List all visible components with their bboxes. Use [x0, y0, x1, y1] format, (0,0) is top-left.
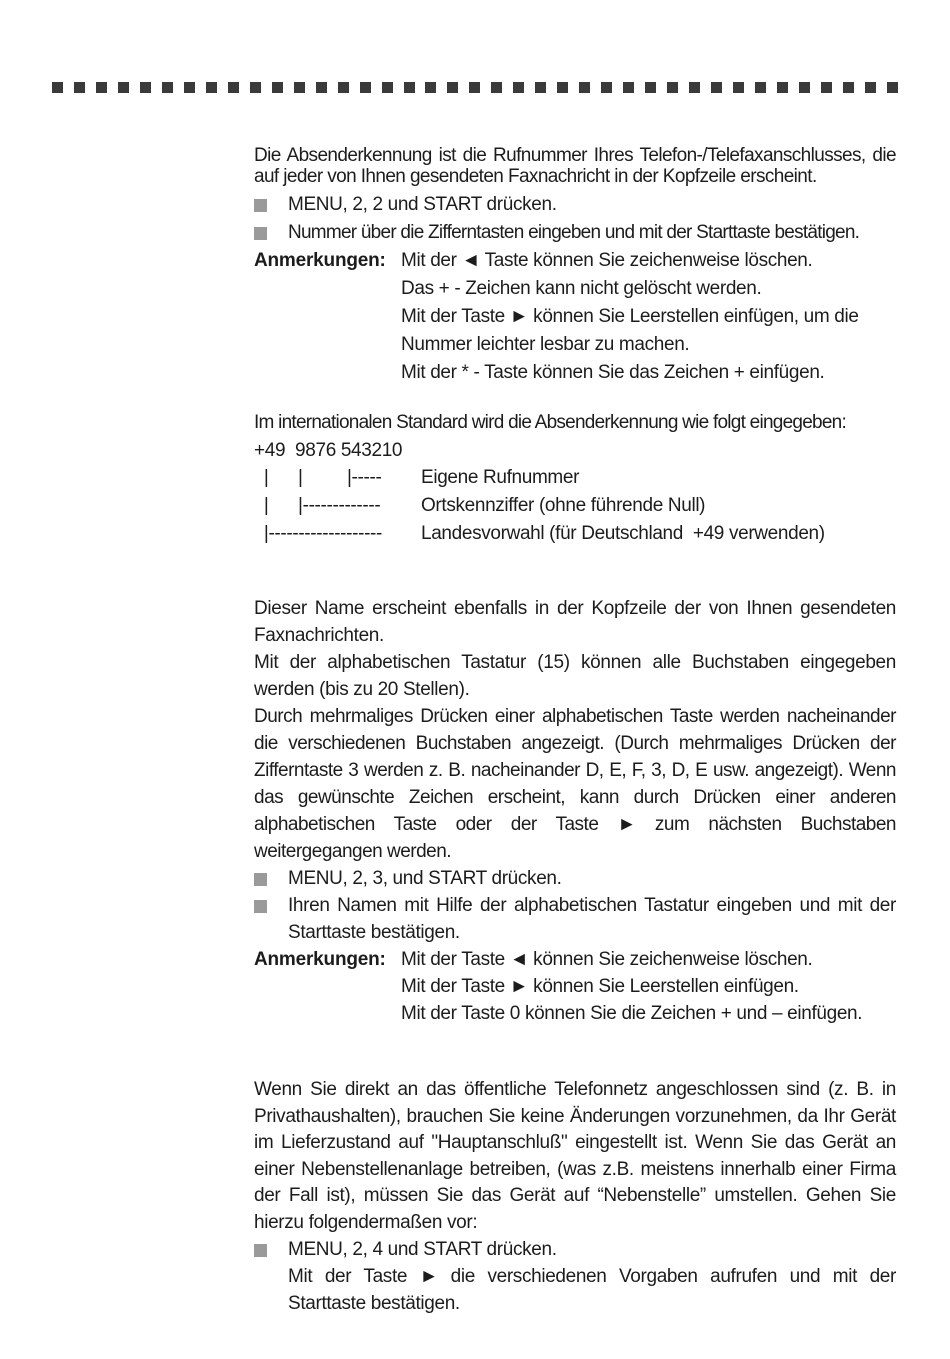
dash-square [118, 82, 129, 93]
section3-paragraph: Mit der alphabetischen Tastatur (15) können alle Buchstaben eingegeben werden (bis zu 20 Stellen). [254, 652, 896, 700]
example-number: +49 9876 543210 [254, 440, 403, 461]
note-line: Mit der Taste 0 können Sie die Zeichen + und – einfügen. [401, 1003, 863, 1024]
legend-connector: |------------------- [254, 523, 383, 544]
dash-square [711, 82, 722, 93]
dash-square [865, 82, 876, 93]
dash-square [469, 82, 480, 93]
list-item: Ihren Namen mit Hilfe der alphabetischen Tastatur eingeben und mit der Starttaste bestätigen. [254, 892, 896, 946]
list-item: Nummer über die Zifferntasten eingeben und mit der Starttaste bestätigen. [254, 219, 896, 246]
dash-square [294, 82, 305, 93]
note-line: Mit der Taste ► können Sie Leerstellen einfügen, um die [401, 306, 859, 327]
dash-square [360, 82, 371, 93]
decorative-dash-rule [52, 82, 898, 94]
note-line: Mit der * - Taste können Sie das Zeichen + einfügen. [401, 362, 825, 383]
note-line: Mit der Taste ◄ können Sie zeichenweise löschen. [401, 949, 813, 970]
dash-square [623, 82, 634, 93]
page-content [254, 145, 896, 1317]
bullet-square-icon [254, 1244, 267, 1257]
list-item: MENU, 2, 3, und START drücken. [254, 865, 896, 892]
dash-square [140, 82, 151, 93]
dash-square [382, 82, 393, 93]
legend-connector: | |------------- [254, 495, 381, 516]
list-item-continuation: Mit der Taste ► die verschiedenen Vorgaben aufrufen und mit der Starttaste bestätigen. [288, 1266, 896, 1314]
dash-square [228, 82, 239, 93]
list-item: MENU, 2, 2 und START drücken. [254, 191, 896, 218]
dash-square [96, 82, 107, 93]
dash-square [74, 82, 85, 93]
dash-square [843, 82, 854, 93]
notes-block [254, 247, 896, 387]
notes-lines [401, 247, 859, 387]
legend-row [254, 464, 896, 492]
dash-square [491, 82, 502, 93]
note-line: Mit der ◄ Taste können Sie zeichenweise löschen. [401, 250, 813, 271]
note-line: Das + - Zeichen kann nicht gelöscht werden. [401, 278, 762, 299]
dash-square [162, 82, 173, 93]
bullet-square-icon [254, 900, 267, 913]
notes-label: Anmerkungen: [254, 250, 386, 271]
notes-block [254, 946, 896, 1027]
dash-square [425, 82, 436, 93]
dash-square [272, 82, 283, 93]
section4-intro: Wenn Sie direkt an das öffentliche Telefonnetz angeschlossen sind (z. B. in Privathaushalten), brauchen Sie keine Änderungen vorzunehmen, da Ihr Gerät im Lieferzustand auf "Hauptanschluß" eingestellt ist. Wenn Sie das Gerät an einer Nebenstellenanlage betreiben, (was z.B. meistens innerhalb einer Firma der Fall ist), müssen Sie das Gerät auf “Nebenstelle” umstellen. Gehen Sie hierzu folgendermaßen vor: [254, 1079, 896, 1233]
dash-square [404, 82, 415, 93]
dash-square [821, 82, 832, 93]
dash-square [513, 82, 524, 93]
dash-square [184, 82, 195, 93]
dash-square [645, 82, 656, 93]
section3-paragraph: Dieser Name erscheint ebenfalls in der Kopfzeile der von Ihnen gesendeten Faxnachrichten. [254, 598, 896, 646]
legend-text: Landesvorwahl (für Deutschland +49 verwenden) [421, 523, 825, 544]
dash-square [557, 82, 568, 93]
dash-square [52, 82, 63, 93]
dash-square [316, 82, 327, 93]
note-line: Mit der Taste ► können Sie Leerstellen einfügen. [401, 976, 799, 997]
legend-text: Eigene Rufnummer [421, 467, 580, 488]
note-line: Nummer leichter lesbar zu machen. [401, 334, 690, 355]
legend-connector: | | |----- [254, 467, 382, 488]
dash-square [799, 82, 810, 93]
dash-square [579, 82, 590, 93]
dash-square [250, 82, 261, 93]
section3-paragraph: Durch mehrmaliges Drücken einer alphabetischen Taste werden nacheinander die verschiedenen Buchstaben angezeigt. (Durch mehrmaliges Drücken der Zifferntaste 3 werden z. B. nacheinander D, E, F, 3, D, E usw. angezeigt). Wenn das gewünschte Zeichen erscheint, kann durch Drücken einer anderen alphabetischen Taste oder der Taste ► zum nächsten Buchstaben weitergegangen werden. [254, 706, 896, 862]
dash-square [733, 82, 744, 93]
dash-square [601, 82, 612, 93]
dash-square [447, 82, 458, 93]
dash-square [667, 82, 678, 93]
dash-square [777, 82, 788, 93]
dash-square [755, 82, 766, 93]
dash-square [206, 82, 217, 93]
legend-row [254, 520, 896, 548]
dash-square [535, 82, 546, 93]
legend-text: Ortskennziffer (ohne führende Null) [421, 495, 706, 516]
dash-square [689, 82, 700, 93]
dash-square [338, 82, 349, 93]
dash-square [887, 82, 898, 93]
notes-label: Anmerkungen: [254, 949, 386, 970]
bullet-square-icon [254, 873, 267, 886]
bullet-square-icon [254, 199, 267, 212]
list-item: MENU, 2, 4 und START drücken. [254, 1236, 896, 1263]
section2-intro: Im internationalen Standard wird die Absenderkennung wie folgt eingegeben: [254, 412, 847, 433]
bullet-square-icon [254, 227, 267, 240]
notes-lines [401, 946, 862, 1027]
legend-row [254, 492, 896, 520]
section1-intro: Die Absenderkennung ist die Rufnummer Ihres Telefon-/Telefaxanschlusses, die auf jeder von Ihnen gesendeten Faxnachricht in der Kopfzeile erscheint. [254, 145, 896, 187]
